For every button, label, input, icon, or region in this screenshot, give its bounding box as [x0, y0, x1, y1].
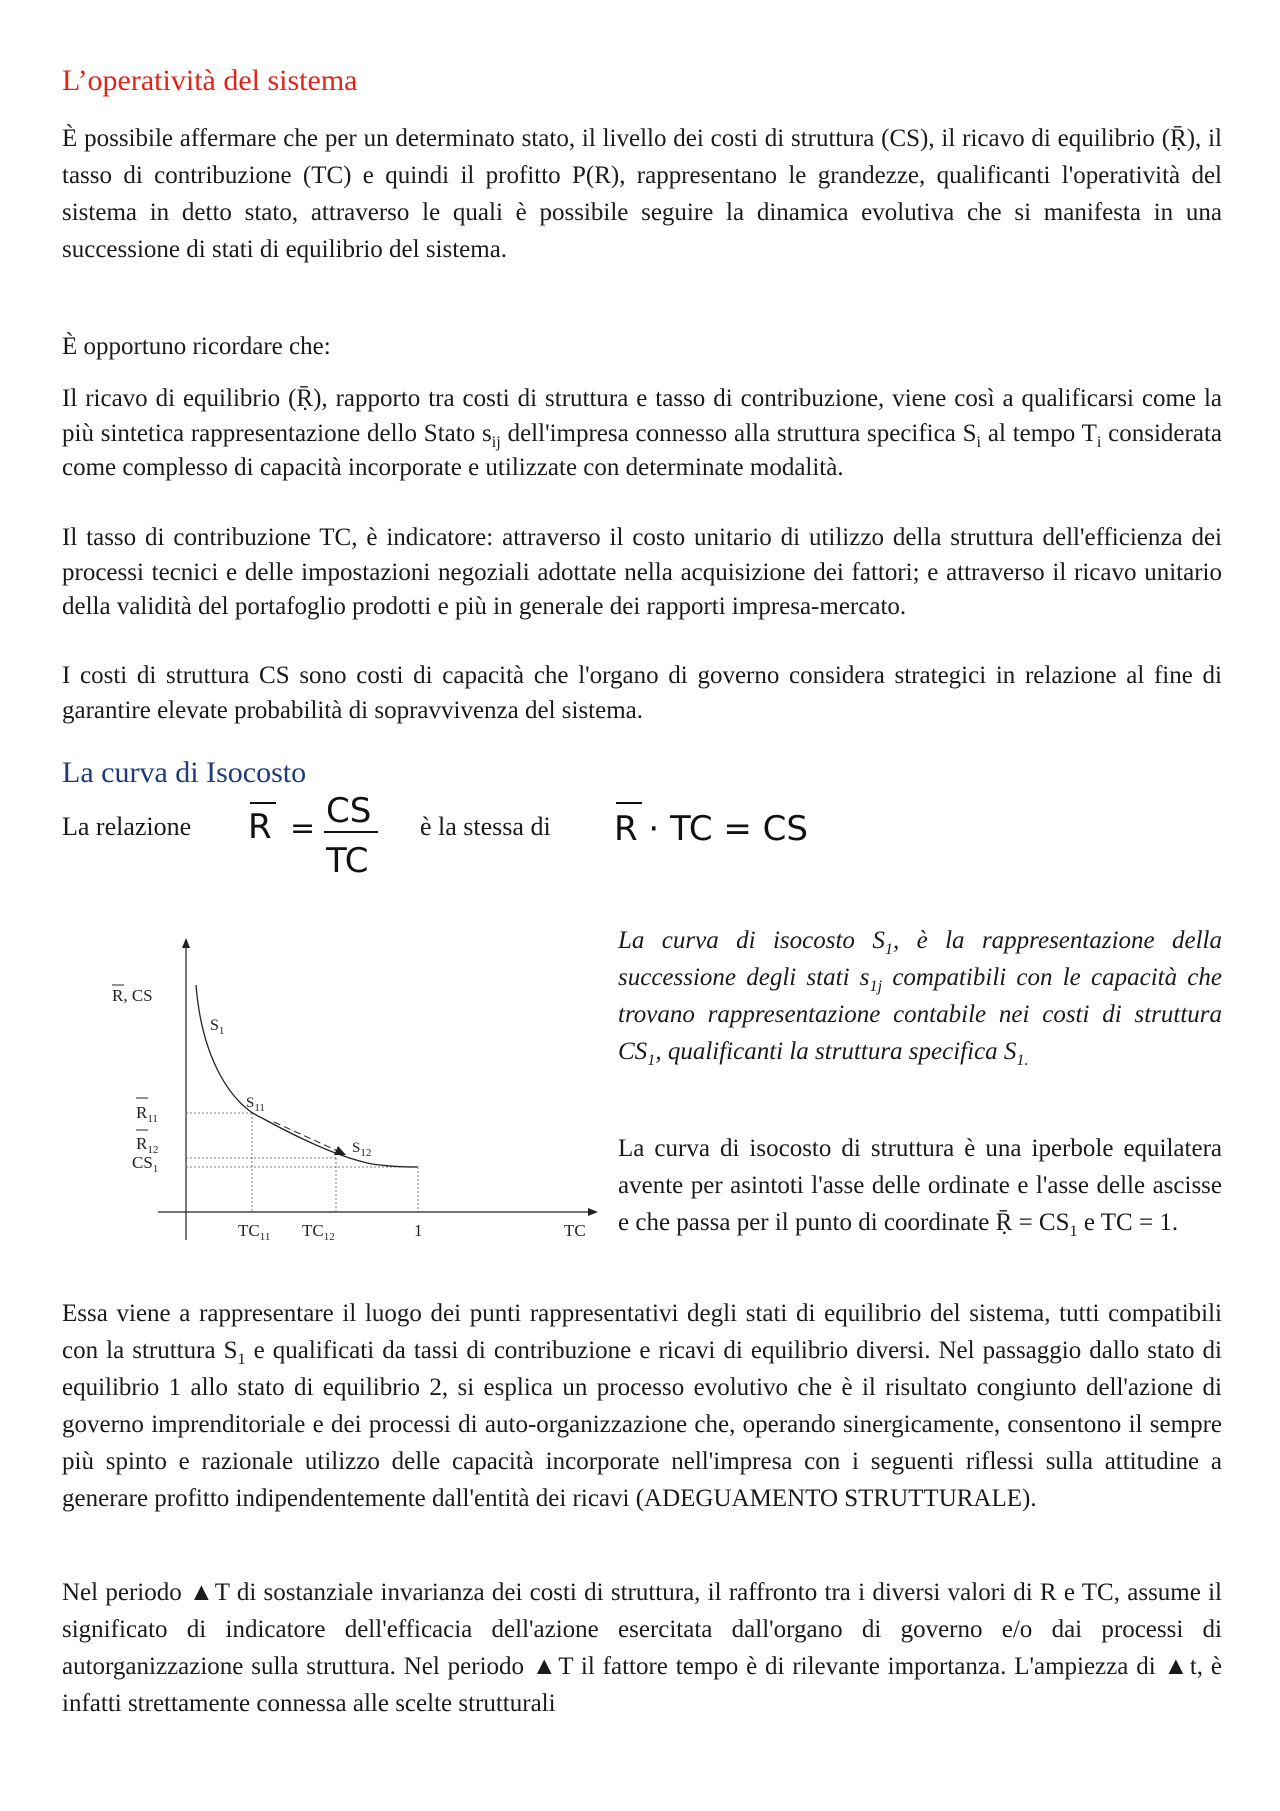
paragraph-intro: È possibile affermare che per un determinato stato, il livello dei costi di struttura (CS), il ricavo di equilibrio (Ṝ), il tasso di contribuzione (TC) e quindi il profitto P(R), rappresentano le grandezze, qualificanti l'operatività del sistema in detto stato, attraverso le quali è possibile seguire la dinamica evolutiva che si manifesta in una successione di stati di equilibrio del sistema.	[62, 125, 1222, 263]
paragraph-luogo-punti: Essa viene a rappresentare il luogo dei punti rappresentativi degli stati di equilibrio del sistema, tutti compatibili con la struttura $S_1$ e qualificati da tassi di contribuzione e ricavi di equilibrio diversi. Nel passaggio dallo stato di equilibrio 1 allo stato di equilibrio 2, si esplica un processo evolutivo che è il risultato congiunto dell'azione di governo imprenditoriale e dei processi di auto-organizzazione che, operando sinergicamente, consentono il sempre più spinto e razionale utilizzo delle capacità incorporate nell'impresa con i seguenti riflessi sulla attitudine a generare profitto indipendentemente dall'entità dei ricavi (ADEGUAMENTO STRUTTURALE).	[62, 1300, 1223, 1512]
eq1-equals: =	[290, 811, 316, 846]
paragraph-ricavo-equilibrio: Il ricavo di equilibrio (Ṝ), rapporto tra costi di struttura e tasso di contribuzione, viene così a qualificarsi come la più sintetica rappresentazione dello Stato $s_{ij}$ dell'impresa connesso alla struttura specifica $S_i$ al tempo $T_i$ considerata come complesso di capacità incorporate e utilizzate con determinate modalità.	[62, 385, 1222, 481]
y-tick-r11: $R_{11}$	[136, 1103, 158, 1125]
equation-product	[610, 790, 840, 860]
paragraph-costi-struttura: I costi di struttura CS sono costi di capacità che l'organo di governo considera strategici in relazione al fine di garantire elevate probabilità di sopravvivenza del sistema.	[62, 662, 1222, 724]
paragraph-tasso-contribuzione: Il tasso di contribuzione TC, è indicatore: attraverso il costo unitario di utilizzo della struttura dell'efficienza dei processi tecnici e delle impostazioni negoziali adottate nella acquisizione dei fattori; e attraverso il ricavo unitario della validità del portafoglio prodotti e più in generale dei rapporti impresa-mercato.	[62, 524, 1222, 620]
point-s12-label: $S_{12}$	[352, 1140, 372, 1159]
equation-fraction	[242, 790, 392, 880]
point-s11-label: $S_{11}$	[246, 1095, 265, 1114]
section-title-isocosto: La curva di Isocosto	[62, 756, 307, 789]
eq1-lhs: R	[248, 807, 272, 847]
isocost-curve	[196, 985, 418, 1167]
equation-label-stessa: è la stessa di	[420, 812, 551, 841]
paragraph-isocosto-definizione: La curva di isocosto $S_1$, è la rappresentazione della successione degli stati $s_{1j}$ compatibili con le capacità che trovano rappresentazione contabile nei costi di struttura $CS_1$, qualificanti la struttura specifica $S_{1.}$	[618, 927, 1223, 1069]
equation-label-relazione: La relazione	[62, 812, 192, 841]
isocost-chart	[102, 930, 602, 1250]
transition-arrow	[274, 1122, 340, 1152]
eq2-text: R · TC = CS	[614, 809, 808, 849]
x-tick-tc12: $TC_{12}$	[302, 1221, 335, 1243]
curve-label: $S_1$	[210, 1017, 225, 1037]
equation-row	[62, 790, 1222, 880]
x-tick-tc11: $TC_{11}$	[238, 1221, 271, 1243]
x-axis-label: TC	[564, 1221, 586, 1240]
y-axis-arrow	[182, 938, 190, 948]
paragraph-periodo-t: Nel periodo ▲T di sostanziale invarianza dei costi di struttura, il raffronto tra i diversi valori di R e TC, assume il significato di indicatore dell'efficacia dell'azione esercitata dall'organo di governo e/o dai processi di autorganizzazione sulla struttura. Nel periodo ▲T il fattore tempo è di rilevante importanza. L'ampiezza di ▲t, è infatti strettamente connessa alle scelte strutturali	[62, 1579, 1222, 1717]
eq1-denominator: TC	[326, 841, 369, 880]
paragraph-ricordare: È opportuno ricordare che:	[62, 333, 331, 360]
y-axis-label: R, CS	[112, 986, 153, 1005]
paragraph-iperbole: La curva di isocosto di struttura è una iperbole equilatera avente per asintoti l'asse delle ordinate e l'asse delle ascisse e che passa per il punto di coordinate Ṝ = $CS_1$ e TC = 1.	[618, 1135, 1222, 1240]
section-title-operativita: L’operatività del sistema	[62, 64, 358, 97]
x-axis-arrow	[588, 1208, 598, 1216]
eq1-numerator: CS	[326, 791, 372, 831]
x-tick-one: 1	[414, 1221, 423, 1240]
y-tick-cs1: $CS_1$	[132, 1153, 159, 1175]
y-tick-r12: $R_{12}$	[136, 1134, 159, 1156]
